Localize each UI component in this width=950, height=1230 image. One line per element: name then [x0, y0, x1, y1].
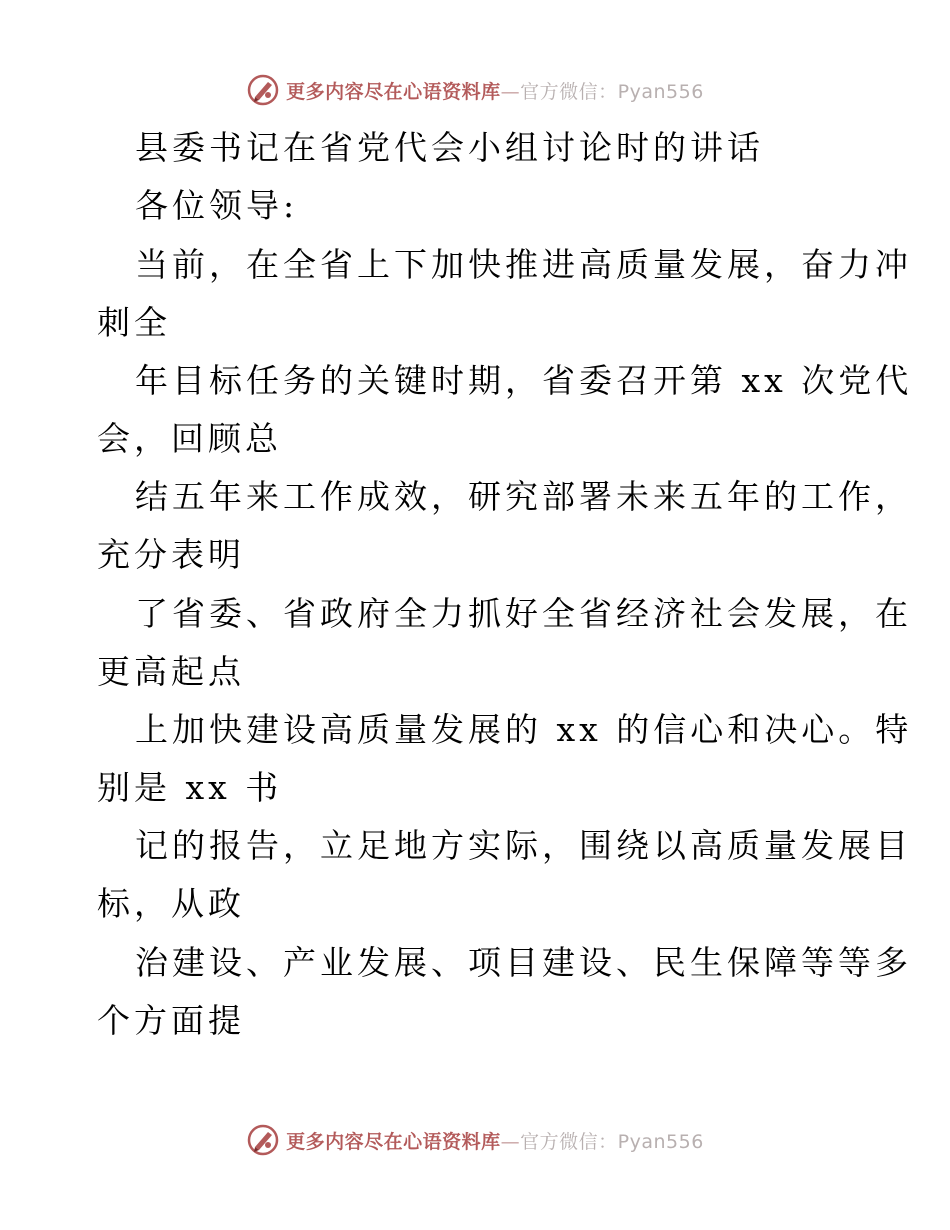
header-watermark: [0, 70, 950, 110]
watermark-group: [246, 73, 704, 107]
footer-watermark: [0, 1120, 950, 1160]
watermark-group: [246, 1123, 704, 1157]
paragraph-line: 治建设、产业发展、项目建设、民生保障等等多: [135, 943, 912, 982]
watermark-contact-text: 官方微信：Pyan556: [520, 80, 704, 103]
watermark-separator: —: [500, 1130, 521, 1153]
watermark-text: [286, 1127, 704, 1154]
watermark-main-text: 更多内容尽在心语资料库: [286, 80, 501, 103]
watermark-separator: —: [500, 80, 521, 103]
paragraph-line: 会，回顾总: [97, 419, 282, 458]
watermark-text: [286, 77, 704, 104]
document-title: 县委书记在省党代会小组讨论时的讲话: [135, 128, 764, 167]
paragraph-line: 年目标任务的关键时期，省委召开第 xx 次党代: [135, 361, 913, 400]
paragraph-line: 标，从政: [97, 884, 245, 923]
pen-seal-icon: [246, 1123, 280, 1157]
pen-seal-icon: [246, 73, 280, 107]
watermark-contact-text: 官方微信：Pyan556: [520, 1130, 704, 1153]
paragraph-line: 充分表明: [97, 535, 245, 574]
paragraph-line: 别是 xx 书: [97, 768, 283, 807]
paragraph-line: 刺全: [97, 303, 171, 342]
paragraph-line: 上加快建设高质量发展的 xx 的信心和决心。特: [135, 710, 913, 749]
paragraph-line: 了省委、省政府全力抓好全省经济社会发展，在: [135, 594, 912, 633]
paragraph-line: 个方面提: [97, 1001, 245, 1040]
paragraph-line: 结五年来工作成效，研究部署未来五年的工作，: [135, 477, 912, 516]
paragraph-line: 更高起点: [97, 652, 245, 691]
paragraph-line: 记的报告，立足地方实际，围绕以高质量发展目: [135, 826, 912, 865]
salutation: 各位领导:: [135, 186, 299, 225]
watermark-main-text: 更多内容尽在心语资料库: [286, 1130, 501, 1153]
paragraph-line: 当前，在全省上下加快推进高质量发展，奋力冲: [135, 245, 912, 284]
